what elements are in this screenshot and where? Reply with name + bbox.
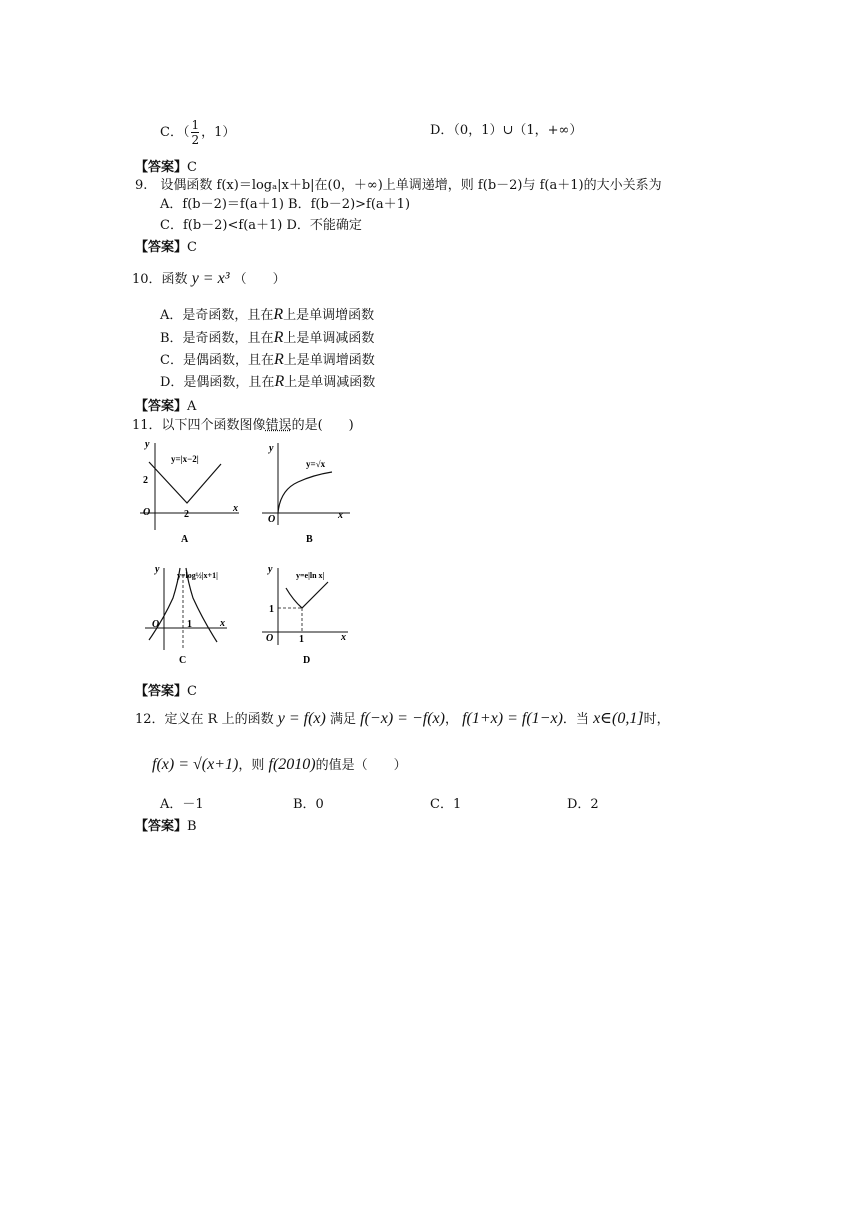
option-text: D．是偶函数，且在 <box>160 375 275 390</box>
graph-label: B <box>306 534 313 545</box>
q8-option-c-prefix: C．（ <box>160 125 190 140</box>
function-label: y=|x−2| <box>171 454 199 464</box>
fraction-denominator: 2 <box>191 133 200 147</box>
q12-line2-mid: ，则 <box>238 758 265 773</box>
x-tick-label: 1 <box>299 634 304 645</box>
origin-label: O <box>268 514 276 525</box>
q8-option-c-suffix: ，1） <box>201 125 236 140</box>
answer-value: C <box>187 240 197 255</box>
function-curve <box>278 472 332 513</box>
graph-a <box>135 435 245 547</box>
graph-b <box>258 435 368 547</box>
answer-label: 【答案】 <box>135 160 188 175</box>
x-axis-label: x <box>220 618 225 629</box>
q9-stem: 9. 设偶函数 f(x)＝logₐ|x＋b|在(0，＋∞)上单调递增，则 f(b－2)与 f(a＋1)的大小关系为 <box>135 178 662 193</box>
q11-stem-pre: 11．以下四个函数图像 <box>132 418 266 433</box>
q10-option-d <box>160 371 375 391</box>
y-axis-label: y <box>145 439 150 450</box>
option-var: R <box>273 329 284 346</box>
option-text: C．是偶函数，且在 <box>160 353 274 368</box>
fraction <box>191 118 199 147</box>
q10-option-a <box>160 304 374 324</box>
option-text: A．是奇函数，且在 <box>160 308 274 323</box>
answer-value: A <box>187 399 197 414</box>
q10-answer <box>135 395 196 414</box>
option-text: 上是单调减函数 <box>284 375 376 390</box>
function-label: y=e|ln x| <box>296 571 325 580</box>
graph-label: D <box>303 655 311 666</box>
function-curve <box>149 462 221 503</box>
q12-formula-4: x∈(0,1] <box>593 710 644 727</box>
q12-option-b: B．0 <box>293 797 324 812</box>
q8-option-c <box>160 118 235 147</box>
y-axis-label: y <box>268 564 273 575</box>
function-label: y=√x <box>306 459 326 469</box>
q10-stem-suffix: （ ） <box>233 272 286 287</box>
q9-options-cd: C．f(b－2)<f(a＋1) D．不能确定 <box>160 218 362 233</box>
y-tick-label: 2 <box>143 475 148 486</box>
answer-label: 【答案】 <box>135 819 188 834</box>
answer-value: C <box>187 684 197 699</box>
function-curve <box>286 582 328 608</box>
x-tick-label: 1 <box>187 619 192 630</box>
q10-stem <box>132 268 286 288</box>
q10-option-b <box>160 327 374 347</box>
q12-answer <box>135 815 197 834</box>
q12-option-c: C．1 <box>430 797 462 812</box>
graph-d <box>258 560 368 672</box>
q12-formula-1: y = f(x) <box>277 710 326 727</box>
option-text: 上是单调减函数 <box>283 331 375 346</box>
q12-option-d: D．2 <box>567 797 599 812</box>
option-text: 上是单调增函数 <box>283 308 375 323</box>
answer-label: 【答案】 <box>135 684 188 699</box>
q9-answer <box>135 236 197 255</box>
option-var: R <box>274 373 285 390</box>
q12-comma: ， <box>444 712 458 727</box>
q11-answer <box>135 680 197 699</box>
q8-answer <box>135 156 197 175</box>
x-axis-label: x <box>338 510 343 521</box>
q12-stem-line1 <box>135 708 670 728</box>
y-axis-label: y <box>269 443 274 454</box>
origin-label: O <box>266 633 274 644</box>
q10-option-c <box>160 349 375 369</box>
q12-stem-post: 时， <box>643 712 670 727</box>
q9-options-ab: A．f(b－2)＝f(a＋1) B．f(b－2)>f(a＋1) <box>160 197 411 212</box>
q11-stem-emphasis: 错误 <box>265 418 292 433</box>
q12-stem-mid1: 满足 <box>330 712 357 727</box>
graph-label: C <box>179 655 187 666</box>
option-var: R <box>273 306 284 323</box>
q12-line2-post: 的值是（ ） <box>315 758 407 773</box>
origin-label: O <box>152 619 160 630</box>
q12-formula-6: f(2010) <box>268 756 316 773</box>
q11-stem-post: 的是( ) <box>291 418 354 433</box>
q8-option-d: D．（0，1）∪（1，+∞） <box>430 123 583 138</box>
q12-formula-2: f(−x) = −f(x) <box>360 710 445 727</box>
answer-value: B <box>187 819 197 834</box>
origin-label: O <box>143 507 151 518</box>
y-axis-label: y <box>155 564 160 575</box>
q12-stem-pre: 12．定义在 R 上的函数 <box>135 712 274 727</box>
x-tick-label: 2 <box>184 509 189 520</box>
fraction-numerator: 1 <box>191 118 200 132</box>
q12-option-a: A．－1 <box>160 797 204 812</box>
option-text: 上是单调增函数 <box>283 353 375 368</box>
q11-stem <box>132 414 354 433</box>
graph-label: A <box>181 534 189 545</box>
option-text: B．是奇函数，且在 <box>160 331 274 346</box>
q12-formula-3: f(1+x) = f(1−x) <box>462 710 563 727</box>
q10-formula: y = x³ <box>191 270 230 287</box>
q10-stem-prefix: 10．函数 <box>132 272 188 287</box>
x-axis-label: x <box>233 503 238 514</box>
answer-label: 【答案】 <box>135 399 188 414</box>
option-var: R <box>273 351 284 368</box>
q12-formula-5: f(x) = √(x+1) <box>152 756 239 773</box>
x-axis-label: x <box>341 632 346 643</box>
q12-stem-line2 <box>152 754 407 774</box>
function-label: y=log½|x+1| <box>177 571 218 580</box>
q12-stem-mid2: ．当 <box>562 712 589 727</box>
graph-c <box>135 560 245 672</box>
y-tick-label: 1 <box>269 604 274 615</box>
answer-label: 【答案】 <box>135 240 188 255</box>
answer-value: C <box>187 160 197 175</box>
